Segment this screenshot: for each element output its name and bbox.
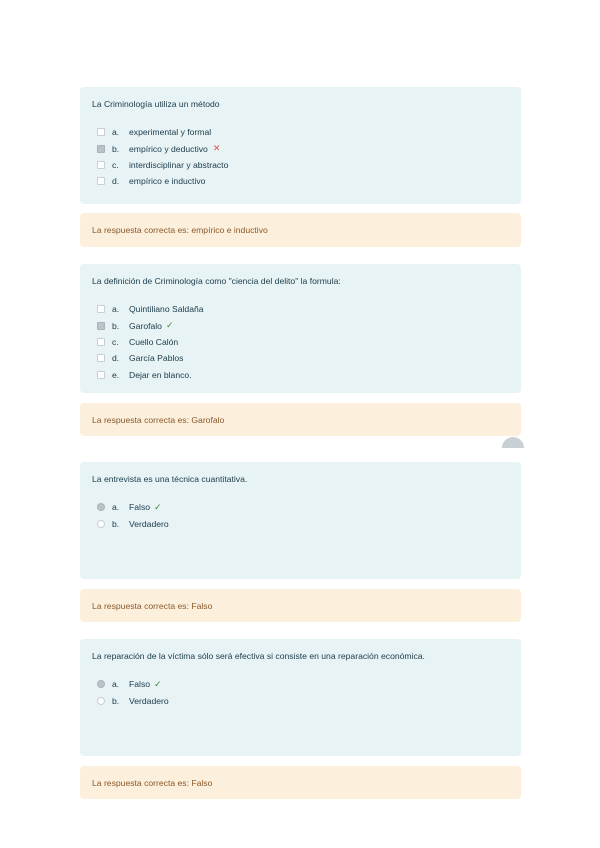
option-text: Quintiliano Saldaña [129,304,204,315]
option-text: interdisciplinar y abstracto [129,159,229,170]
option-text: empírico y deductivo [129,143,208,154]
correct-check-icon: ✓ [154,678,162,689]
question-1-option-d[interactable] [92,173,509,189]
question-2-option-d[interactable] [92,350,509,366]
option-letter: b. [112,695,120,706]
question-4-card [80,639,521,756]
question-4-feedback: La respuesta correcta es: Falso [80,766,521,799]
question-3-option-a[interactable] [92,499,509,515]
checkbox[interactable] [97,305,105,313]
question-2-answers [92,301,509,383]
checkbox[interactable] [97,371,105,379]
option-letter: e. [112,369,120,380]
question-2-option-a[interactable] [92,301,509,317]
checkbox[interactable] [97,161,105,169]
option-text: Verdadero [129,518,169,529]
checkbox[interactable] [97,354,105,362]
option-letter: a. [112,304,120,315]
question-1-text: La Criminología utiliza un método [92,99,220,109]
incorrect-icon: ✕ [212,143,221,154]
correct-check-icon: ✓ [165,320,174,331]
option-letter: a. [112,502,120,513]
checkbox-checked[interactable] [97,322,105,330]
question-2-card [80,264,521,393]
option-text: Falso [129,502,151,513]
option-text: Falso [129,679,151,690]
option-text: Cuello Calón [129,336,179,347]
option-text: García Pablos [129,353,184,364]
option-letter: b. [112,320,120,331]
correct-check-icon: ✓ [154,501,162,512]
question-1-feedback: La respuesta correcta es: empírico e inductivo [80,213,521,247]
option-letter: b. [112,518,120,529]
question-3-text: La entrevista es una técnica cuantitativa. [92,474,248,484]
question-2-option-e[interactable] [92,367,509,383]
scroll-to-top-button[interactable] [502,437,524,448]
checkbox[interactable] [97,128,105,136]
question-4-option-b[interactable] [92,692,509,708]
radio-checked[interactable] [97,680,105,688]
option-text: experimental y formal [129,127,212,138]
option-text: Verdadero [129,695,169,706]
question-2-feedback: La respuesta correcta es: Garofalo [80,403,521,436]
option-letter: c. [112,159,119,170]
option-letter: d. [112,353,120,364]
radio-checked[interactable] [97,503,105,511]
question-1-answers [92,124,509,190]
question-2-text: La definición de Criminología como "ciencia del delito" la formula: [92,276,341,286]
radio[interactable] [97,520,105,528]
checkbox[interactable] [97,338,105,346]
question-2-option-b[interactable] [92,317,509,333]
question-1-option-a[interactable] [92,124,509,140]
question-3-answers [92,499,509,532]
question-2-option-c[interactable] [92,334,509,350]
question-3-feedback: La respuesta correcta es: Falso [80,589,521,622]
question-1-card [80,87,521,204]
checkbox-checked[interactable] [97,145,105,153]
checkbox[interactable] [97,177,105,185]
radio[interactable] [97,697,105,705]
option-letter: a. [112,127,120,138]
question-4-option-a[interactable] [92,676,509,692]
question-4-answers [92,676,509,709]
question-1-option-b[interactable] [92,140,509,156]
option-text: empírico e inductivo [129,176,206,187]
option-letter: c. [112,336,119,347]
question-3-card [80,462,521,579]
option-text: Garofalo [129,320,162,331]
question-1-option-c[interactable] [92,157,509,173]
option-text: Dejar en blanco. [129,369,192,380]
question-4-text: La reparación de la víctima sólo será efectiva si consiste en una reparación económica. [92,651,425,661]
option-letter: a. [112,679,120,690]
question-3-option-b[interactable] [92,515,509,531]
option-letter: b. [112,143,120,154]
option-letter: d. [112,176,120,187]
